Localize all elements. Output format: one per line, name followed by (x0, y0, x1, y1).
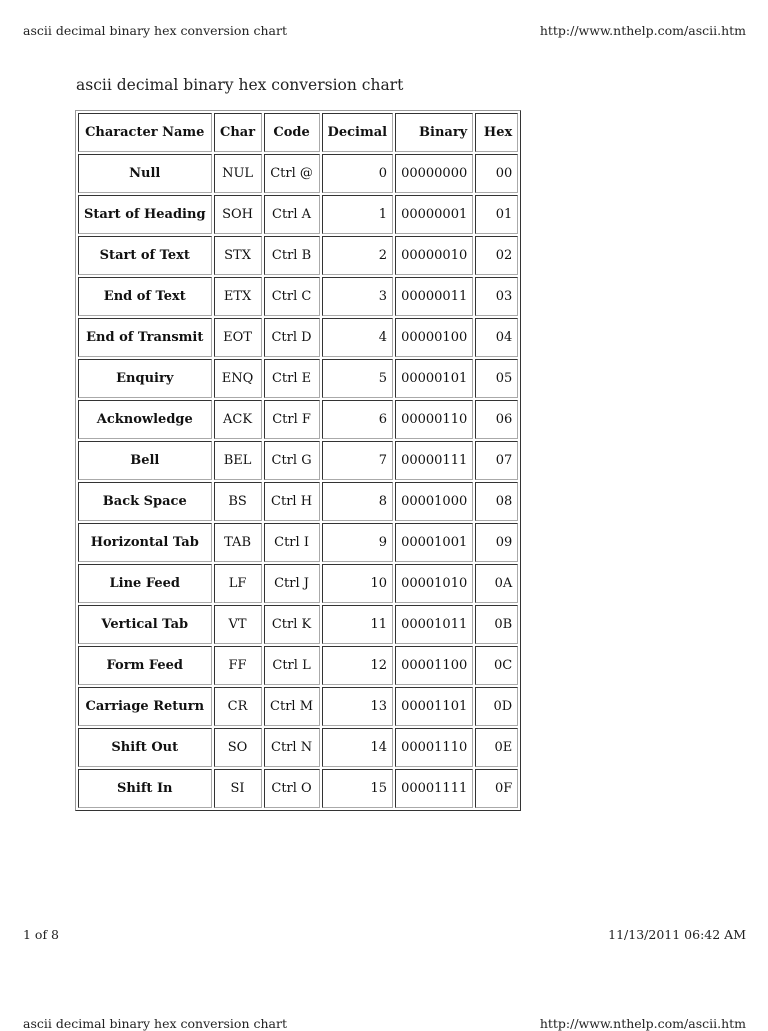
cell-character-name: Line Feed (78, 564, 212, 603)
table-row (78, 769, 518, 808)
cell-decimal: 13 (322, 687, 394, 726)
column-header-char: Char (214, 113, 262, 152)
column-header-code: Code (264, 113, 320, 152)
table-row (78, 564, 518, 603)
cell-hex: 0A (475, 564, 518, 603)
cell-hex: 09 (475, 523, 518, 562)
cell-decimal: 11 (322, 605, 394, 644)
cell-character-name: Carriage Return (78, 687, 212, 726)
cell-char: EOT (214, 318, 262, 357)
cell-char: SO (214, 728, 262, 767)
ascii-conversion-table (75, 110, 521, 811)
cell-binary: 00000010 (395, 236, 473, 275)
cell-binary: 00000100 (395, 318, 473, 357)
cell-character-name: Null (78, 154, 212, 193)
column-header-hex: Hex (475, 113, 518, 152)
cell-character-name: Back Space (78, 482, 212, 521)
cell-character-name: Form Feed (78, 646, 212, 685)
cell-char: ETX (214, 277, 262, 316)
table-body (78, 154, 518, 808)
page-header-url: http://www.nthelp.com/ascii.htm (539, 23, 746, 38)
cell-char: CR (214, 687, 262, 726)
cell-char: SOH (214, 195, 262, 234)
table-row (78, 605, 518, 644)
cell-decimal: 15 (322, 769, 394, 808)
cell-binary: 00000000 (395, 154, 473, 193)
cell-decimal: 0 (322, 154, 394, 193)
cell-char: VT (214, 605, 262, 644)
cell-binary: 00001110 (395, 728, 473, 767)
cell-binary: 00001011 (395, 605, 473, 644)
page-title: ascii decimal binary hex conversion chart (76, 76, 404, 94)
cell-hex: 0D (475, 687, 518, 726)
cell-character-name: Acknowledge (78, 400, 212, 439)
table-row (78, 646, 518, 685)
table-row (78, 359, 518, 398)
cell-hex: 0C (475, 646, 518, 685)
cell-character-name: End of Text (78, 277, 212, 316)
cell-binary: 00001010 (395, 564, 473, 603)
print-timestamp: 11/13/2011 06:42 AM (608, 927, 746, 942)
cell-binary: 00001000 (395, 482, 473, 521)
cell-character-name: Horizontal Tab (78, 523, 212, 562)
cell-character-name: Bell (78, 441, 212, 480)
cell-char: BS (214, 482, 262, 521)
cell-character-name: Start of Text (78, 236, 212, 275)
cell-hex: 02 (475, 236, 518, 275)
cell-char: NUL (214, 154, 262, 193)
cell-code: Ctrl E (264, 359, 320, 398)
cell-hex: 00 (475, 154, 518, 193)
cell-binary: 00001101 (395, 687, 473, 726)
cell-char: ACK (214, 400, 262, 439)
table-row (78, 687, 518, 726)
cell-code: Ctrl M (264, 687, 320, 726)
cell-decimal: 6 (322, 400, 394, 439)
cell-hex: 0E (475, 728, 518, 767)
cell-character-name: Start of Heading (78, 195, 212, 234)
cell-code: Ctrl O (264, 769, 320, 808)
cell-decimal: 8 (322, 482, 394, 521)
cell-char: LF (214, 564, 262, 603)
cell-hex: 0B (475, 605, 518, 644)
table-row (78, 482, 518, 521)
table-row (78, 523, 518, 562)
cell-code: Ctrl I (264, 523, 320, 562)
cell-char: BEL (214, 441, 262, 480)
cell-decimal: 12 (322, 646, 394, 685)
cell-character-name: Vertical Tab (78, 605, 212, 644)
table-header-row (78, 113, 518, 152)
cell-decimal: 2 (322, 236, 394, 275)
cell-character-name: End of Transmit (78, 318, 212, 357)
next-page-header-title: ascii decimal binary hex conversion chart (23, 1016, 287, 1031)
table-row (78, 277, 518, 316)
page-header-title: ascii decimal binary hex conversion chart (23, 23, 287, 38)
column-header-binary: Binary (395, 113, 473, 152)
cell-hex: 07 (475, 441, 518, 480)
table-row (78, 318, 518, 357)
cell-decimal: 10 (322, 564, 394, 603)
cell-char: TAB (214, 523, 262, 562)
column-header-decimal: Decimal (322, 113, 394, 152)
page-number: 1 of 8 (23, 927, 60, 942)
cell-char: FF (214, 646, 262, 685)
cell-code: Ctrl F (264, 400, 320, 439)
cell-code: Ctrl D (264, 318, 320, 357)
table-row (78, 728, 518, 767)
cell-hex: 05 (475, 359, 518, 398)
cell-decimal: 5 (322, 359, 394, 398)
cell-code: Ctrl N (264, 728, 320, 767)
cell-hex: 08 (475, 482, 518, 521)
table-row (78, 441, 518, 480)
cell-decimal: 14 (322, 728, 394, 767)
cell-code: Ctrl G (264, 441, 320, 480)
cell-char: STX (214, 236, 262, 275)
cell-hex: 01 (475, 195, 518, 234)
cell-hex: 03 (475, 277, 518, 316)
cell-code: Ctrl B (264, 236, 320, 275)
table-row (78, 195, 518, 234)
cell-decimal: 7 (322, 441, 394, 480)
cell-code: Ctrl J (264, 564, 320, 603)
cell-code: Ctrl @ (264, 154, 320, 193)
cell-character-name: Shift Out (78, 728, 212, 767)
cell-binary: 00000110 (395, 400, 473, 439)
cell-binary: 00000001 (395, 195, 473, 234)
cell-code: Ctrl A (264, 195, 320, 234)
cell-binary: 00001100 (395, 646, 473, 685)
cell-code: Ctrl C (264, 277, 320, 316)
cell-binary: 00000011 (395, 277, 473, 316)
table-row (78, 400, 518, 439)
cell-binary: 00000101 (395, 359, 473, 398)
cell-decimal: 1 (322, 195, 394, 234)
cell-char: ENQ (214, 359, 262, 398)
cell-code: Ctrl K (264, 605, 320, 644)
cell-code: Ctrl L (264, 646, 320, 685)
cell-character-name: Shift In (78, 769, 212, 808)
cell-char: SI (214, 769, 262, 808)
cell-binary: 00001001 (395, 523, 473, 562)
column-header-character-name: Character Name (78, 113, 212, 152)
table-row (78, 236, 518, 275)
cell-binary: 00001111 (395, 769, 473, 808)
cell-decimal: 9 (322, 523, 394, 562)
cell-decimal: 3 (322, 277, 394, 316)
cell-code: Ctrl H (264, 482, 320, 521)
cell-hex: 04 (475, 318, 518, 357)
cell-hex: 06 (475, 400, 518, 439)
cell-character-name: Enquiry (78, 359, 212, 398)
cell-decimal: 4 (322, 318, 394, 357)
cell-binary: 00000111 (395, 441, 473, 480)
table-row (78, 154, 518, 193)
cell-hex: 0F (475, 769, 518, 808)
next-page-header-url: http://www.nthelp.com/ascii.htm (539, 1016, 746, 1031)
